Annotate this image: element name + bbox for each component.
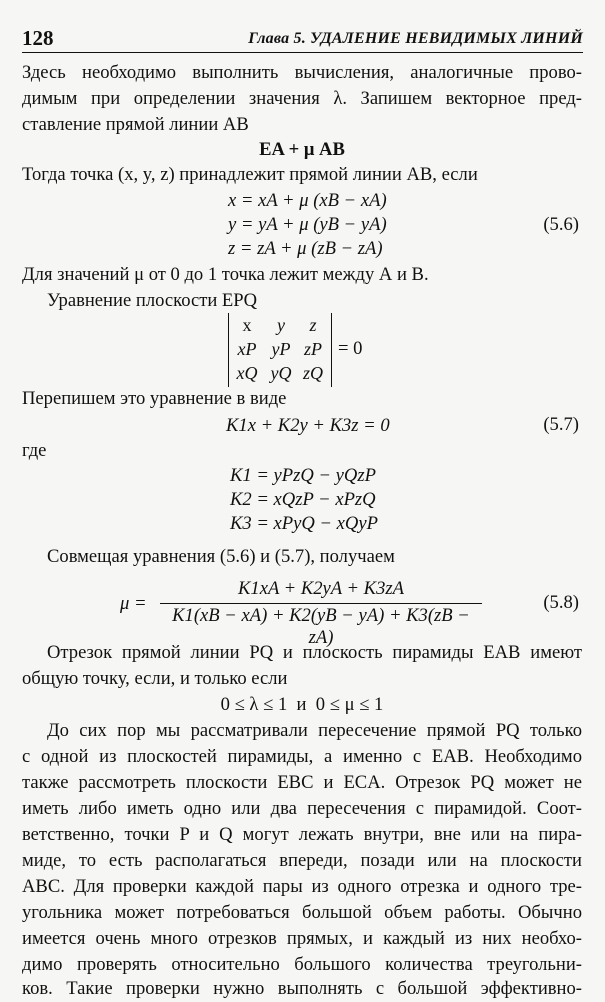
equation-number: (5.7) [543,414,579,435]
equation-5-6-z: z = zA + μ (zB − zA) [228,238,383,259]
text-line: димо проверять относительно большого количества треугольни- [22,954,582,975]
text-line: миде, то есть располагаться впереди, позади или на плоскости [22,850,582,871]
determinant [228,313,332,387]
equation-5-6-x: x = xA + μ (xB − xA) [228,190,387,211]
text-line: ABC. Для проверки каждой пары из одного отрезка и одного тре- [22,876,582,897]
text-line: димым при определении значения λ. Запишем векторное пред- [22,88,582,109]
text-line: Перепишем это уравнение в виде [22,388,287,409]
text-line: До сих пор мы рассматривали пересечение прямой PQ только [47,720,582,741]
text-line: имеется очень много отрезков прямых, и каждый из них необхо- [22,928,582,949]
equation-5-6-y: y = yA + μ (yB − yA) [228,214,387,235]
equation-5-7: K1x + K2y + K3z = 0 [226,415,390,436]
k2-formula: K2 = xQzP − xPzQ [230,489,376,510]
page-header [22,26,583,53]
inequality: 0 ≤ λ ≤ 1 и 0 ≤ μ ≤ 1 [220,694,384,715]
det-cell: zP [304,339,322,359]
text-line: Уравнение плоскости EPQ [47,290,258,311]
det-cell: x [242,315,252,335]
det-cell: zQ [302,363,323,383]
fraction-bar [160,603,482,604]
vector-equation: EA + μ AB [259,139,345,160]
det-cell: yP [271,339,291,359]
text-line: также рассмотреть плоскости EBC и ECA. Отрезок PQ может не [22,772,582,793]
text-line: ставление прямой линии АВ [22,114,249,135]
text-line: Здесь необходимо выполнить вычисления, аналогичные прово- [22,62,582,83]
equation-5-8-fraction [160,578,482,649]
det-equals-zero: = 0 [338,338,363,359]
det-cell: y [277,315,285,335]
k3-formula: K3 = xPyQ − xQyP [230,513,378,534]
text-line: угольника может потребоваться большой объем работы. Обычно [22,902,582,923]
text-line: иметь либо иметь одно или два пересечения с пирамидой. Соот- [22,798,582,819]
text-line: где [22,440,47,461]
det-cell: xP [237,339,257,359]
text-line: общую точку, если, и только если [22,668,288,689]
page-number: 128 [22,26,54,50]
text-line: с одной из плоскостей пирамиды, а именно с EAB. Необходимо [22,746,582,767]
k1-formula: K1 = yPzQ − yQzP [230,465,376,486]
det-cell: z [309,315,317,335]
text-line: Совмещая уравнения (5.6) и (5.7), получаем [47,546,395,567]
text-line: ветственно, точки P и Q могут лежать внутри, вне или на пира- [22,824,582,845]
text-line: Для значений μ от 0 до 1 точка лежит между А и В. [22,264,429,285]
equation-number: (5.8) [543,592,579,613]
text-line: Тогда точка (x, y, z) принадлежит прямой линии АВ, если [22,164,478,185]
equation-number: (5.6) [543,214,579,235]
running-head: Глава 5. УДАЛЕНИЕ НЕВИДИМЫХ ЛИНИЙ [248,30,583,47]
det-cell: xQ [236,363,258,383]
equation-5-8-lhs: μ = [120,593,147,614]
text-line: Отрезок прямой линии PQ и плоскость пирамиды EAB имеют [47,642,582,663]
fraction-numerator: K1xA + K2yA + K3zA [238,578,404,599]
fraction-denominator: K1(xB − xA) + K2(yB − yA) + K3(zB − zA) [172,605,470,648]
text-line: ков. Такие проверки нужно выполнять с большой эффективно- [22,978,582,999]
det-cell: yQ [270,363,292,383]
